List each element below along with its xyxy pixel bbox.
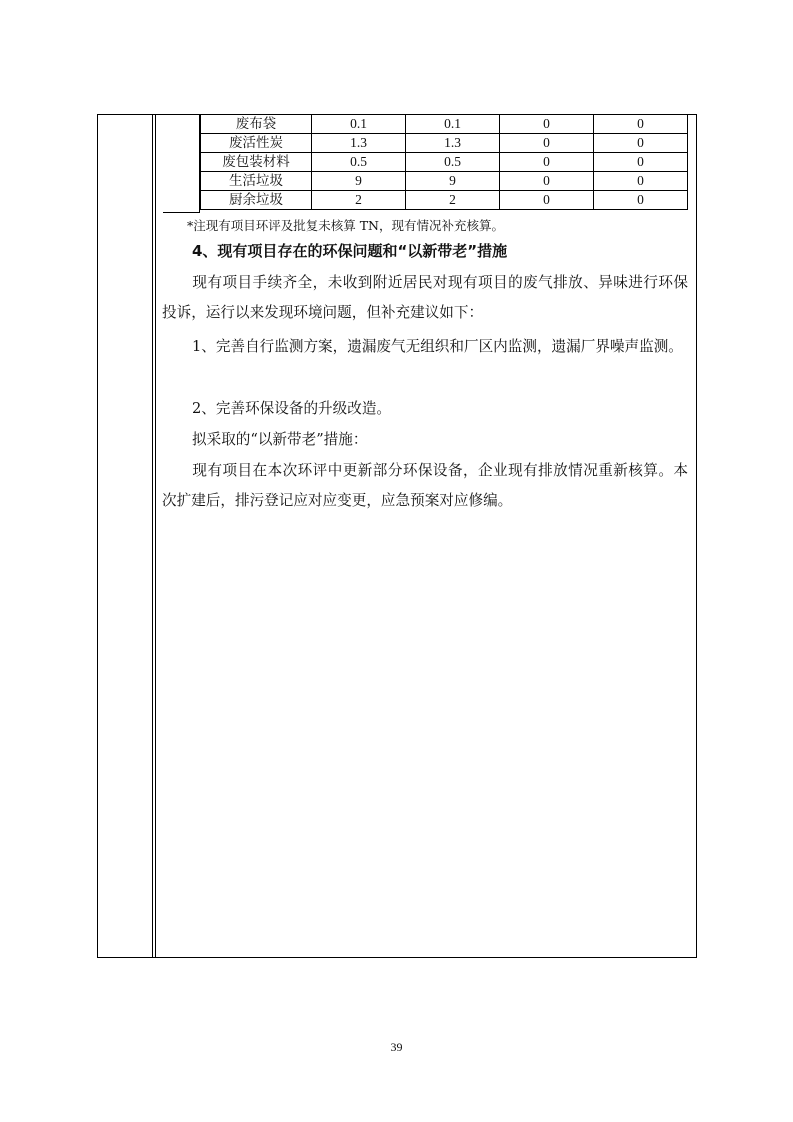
table-cell: 0: [500, 191, 594, 210]
table-cell: 0: [594, 191, 688, 210]
table-group-cell: [163, 114, 200, 213]
table-note: *注现有项目环评及批复未核算 TN，现有情况补充核算。: [187, 218, 504, 233]
table-cell: 0: [594, 134, 688, 153]
section-heading: 4、现有项目存在的环保问题和“以新带老”措施: [192, 242, 508, 260]
table-cell: 0: [594, 153, 688, 172]
table-cell: 1.3: [312, 134, 406, 153]
paragraph: 现有项目在本次环评中更新部分环保设备，企业现有排放情况重新核算。本次扩建后，排污登记应对应变更，应急预案对应修编。: [162, 462, 688, 509]
table-cell: 0.1: [406, 115, 500, 134]
column-divider: [152, 115, 153, 957]
page-number: 39: [390, 1040, 403, 1054]
table-cell: 0: [594, 172, 688, 191]
table-cell: 废活性炭: [201, 134, 312, 153]
table-cell: 0: [500, 172, 594, 191]
table-cell: 0: [594, 115, 688, 134]
column-divider: [155, 115, 156, 957]
paragraph: 2、完善环保设备的升级改造。: [192, 400, 392, 417]
table-cell: 废包装材料: [201, 153, 312, 172]
table-row: [201, 115, 688, 134]
table-cell: 0.5: [406, 153, 500, 172]
table-row: [201, 172, 688, 191]
table-cell: 0: [500, 115, 594, 134]
paragraph: 现有项目手续齐全，未收到附近居民对现有项目的废气排放、异味进行环保投诉，运行以来发现环境问题，但补充建议如下：: [162, 274, 688, 321]
table-cell: 0: [500, 134, 594, 153]
table-cell: 0.5: [312, 153, 406, 172]
table-row: [201, 134, 688, 153]
paragraph: 1、完善自行监测方案，遗漏废气无组织和厂区内监测，遗漏厂界噪声监测。: [192, 338, 683, 355]
paragraph: 拟采取的“以新带老”措施：: [192, 431, 368, 448]
table-cell: 0.1: [312, 115, 406, 134]
table-cell: 0: [500, 153, 594, 172]
table-row: [201, 153, 688, 172]
table-cell: 生活垃圾: [201, 172, 312, 191]
waste-table: [200, 114, 688, 210]
table-cell: 2: [406, 191, 500, 210]
table-row: [201, 191, 688, 210]
table-cell: 厨余垃圾: [201, 191, 312, 210]
table-cell: 9: [406, 172, 500, 191]
table-cell: 9: [312, 172, 406, 191]
table-cell: 2: [312, 191, 406, 210]
table-cell: 废布袋: [201, 115, 312, 134]
table-cell: 1.3: [406, 134, 500, 153]
